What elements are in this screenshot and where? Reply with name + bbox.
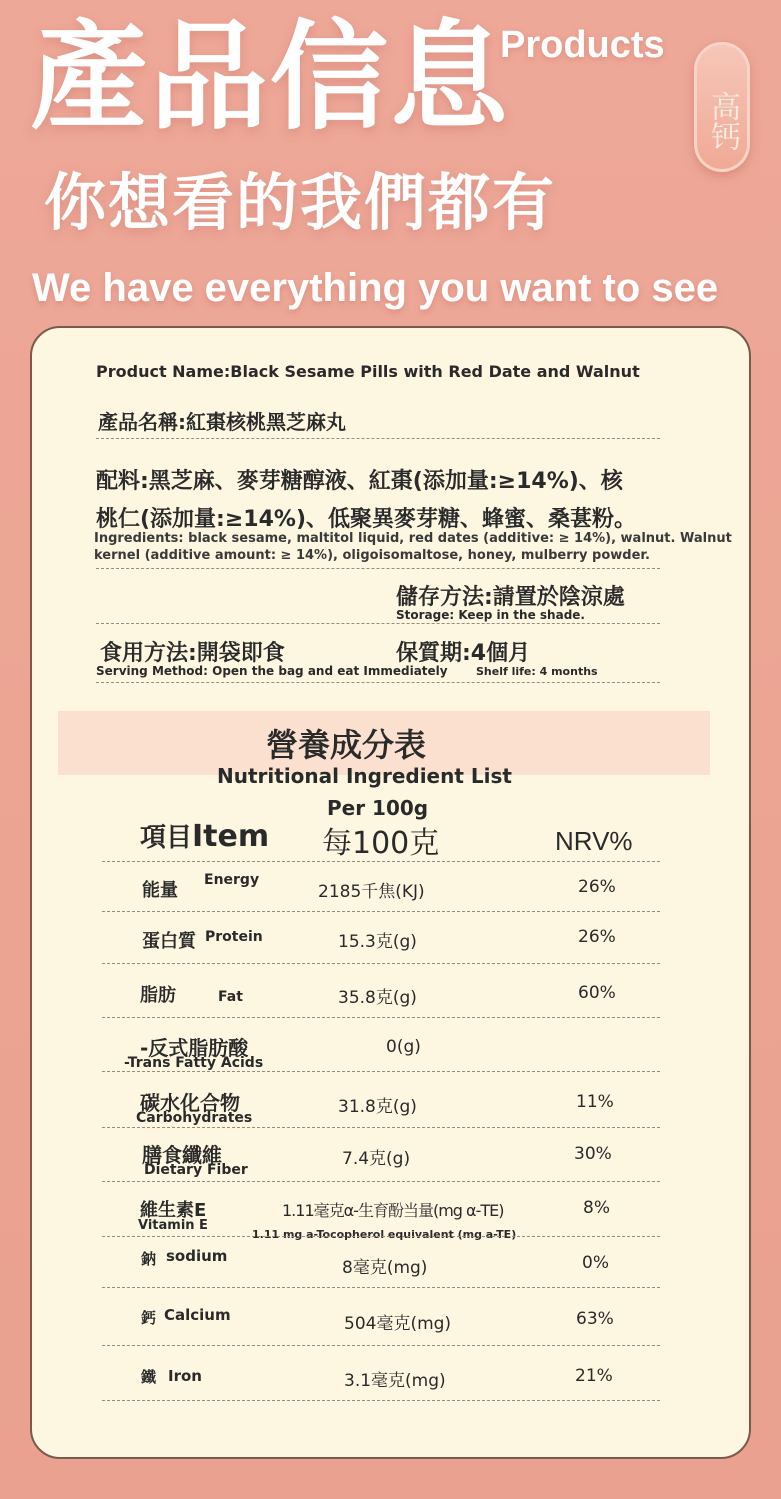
per-100g-en: Per 100g [327, 796, 429, 820]
row-trans-fat-value: 0(g) [386, 1037, 421, 1057]
divider [102, 963, 660, 964]
row-sodium-cn: 鈉 [141, 1250, 157, 1268]
row-fat-nrv: 60% [578, 983, 616, 1003]
divider [96, 623, 660, 624]
row-iron-value: 3.1毫克(mg) [344, 1371, 446, 1391]
row-calcium-nrv: 63% [576, 1309, 614, 1329]
row-protein-value: 15.3克(g) [338, 932, 417, 952]
row-energy-en: Energy [204, 872, 260, 888]
storage-cn: 儲存方法:請置於陰涼處 [396, 585, 625, 610]
row-vitamin-e-en: Vitamin E [138, 1218, 208, 1233]
divider [102, 861, 660, 862]
row-calcium-en: Calcium [164, 1306, 231, 1324]
row-vitamin-e-nrv: 8% [583, 1198, 610, 1218]
shelf-life-en: Shelf life: 4 months [476, 665, 598, 678]
row-sodium-en: sodium [166, 1247, 228, 1265]
row-carbs-nrv: 11% [576, 1092, 614, 1112]
row-protein-cn: 蛋白質 [142, 931, 196, 952]
row-fat-cn: 脂肪 [140, 985, 176, 1006]
calcium-badge: 高钙 [694, 42, 750, 172]
divider [102, 1345, 660, 1346]
shelf-life-cn: 保質期:4個月 [396, 641, 531, 666]
row-fiber-cn: 膳食纖維 [142, 1143, 222, 1167]
divider [102, 911, 660, 912]
storage-en: Storage: Keep in the shade. [396, 608, 585, 622]
row-iron-nrv: 21% [575, 1366, 613, 1386]
row-fat-value: 35.8克(g) [338, 988, 417, 1008]
divider [96, 438, 660, 439]
column-header-item-en: Item [192, 819, 270, 854]
row-carbs-en: Carbohydrates [136, 1110, 253, 1126]
row-carbs-value: 31.8克(g) [338, 1097, 417, 1117]
column-header-item-cn: 項目 [140, 823, 193, 853]
divider [102, 1071, 660, 1072]
header-title-en: Products [500, 24, 665, 66]
row-calcium-cn: 鈣 [141, 1309, 157, 1327]
row-sodium-nrv: 0% [582, 1253, 609, 1273]
row-iron-cn: 鐵 [141, 1368, 157, 1386]
divider [102, 1017, 660, 1018]
row-fiber-nrv: 30% [574, 1144, 612, 1164]
serving-cn: 食用方法:開袋即食 [100, 641, 285, 666]
row-protein-nrv: 26% [578, 927, 616, 947]
column-header-nrv: NRV% [555, 826, 633, 856]
row-vitamin-e-value-en: 1.11 mg a-Tocopherol equivalent (mg a-TE) [252, 1228, 517, 1241]
divider [102, 1400, 660, 1401]
divider [102, 1287, 660, 1288]
ingredients-en-line2: kernel (additive amount: ≥ 14%), oligoisomaltose, honey, mulberry powder. [94, 548, 650, 563]
nutrition-title-en: Nutritional Ingredient List [217, 764, 512, 788]
row-fat-en: Fat [218, 989, 243, 1005]
ingredients-en-line1: Ingredients: black sesame, maltitol liquid, red dates (additive: ≥ 14%), walnut. Walnut [94, 531, 732, 546]
column-header-per-100g: 每100克 [322, 826, 440, 861]
divider [102, 1127, 660, 1128]
ingredients-cn-line1: 配料:黑芝麻、麥芽糖醇液、紅棗(添加量:≥14%)、核 [96, 469, 623, 494]
divider [96, 568, 660, 569]
row-carbs-cn: 碳水化合物 [140, 1091, 240, 1115]
row-trans-fat-en: -Trans Fatty Acids [124, 1055, 264, 1071]
row-protein-en: Protein [205, 929, 263, 945]
row-vitamin-e-value: 1.11毫克α-生育酚当量(mg α-TE) [282, 1201, 504, 1220]
row-energy-value: 2185千焦(KJ) [318, 882, 425, 902]
header-subtitle-cn: 你想看的我們都有 [44, 166, 557, 239]
serving-en: Serving Method: Open the bag and eat Immediately [96, 664, 448, 678]
row-vitamin-e-cn: 維生素E [140, 1200, 207, 1221]
ingredients-cn-line2: 桃仁(添加量:≥14%)、低聚異麥芽糖、蜂蜜、桑葚粉。 [96, 507, 637, 532]
nutrition-title-cn: 營養成分表 [266, 726, 427, 764]
product-name-cn: 產品名稱:紅棗核桃黑芝麻丸 [98, 410, 346, 434]
divider [102, 1181, 660, 1182]
row-trans-fat-cn: -反式脂肪酸 [140, 1036, 249, 1060]
row-iron-en: Iron [168, 1367, 202, 1385]
header-subtitle-en: We have everything you want to see [32, 266, 719, 310]
header-title-cn: 產品信息 [30, 8, 511, 146]
product-name-en: Product Name:Black Sesame Pills with Red Date and Walnut [96, 362, 640, 381]
divider [96, 682, 660, 683]
column-header-item [140, 817, 269, 854]
row-calcium-value: 504毫克(mg) [344, 1314, 452, 1334]
row-fiber-en: Dietary Fiber [144, 1162, 248, 1178]
row-energy-cn: 能量 [142, 880, 178, 901]
row-sodium-value: 8毫克(mg) [342, 1258, 428, 1278]
divider [102, 1236, 660, 1237]
row-fiber-value: 7.4克(g) [342, 1149, 411, 1169]
row-energy-nrv: 26% [578, 877, 616, 897]
